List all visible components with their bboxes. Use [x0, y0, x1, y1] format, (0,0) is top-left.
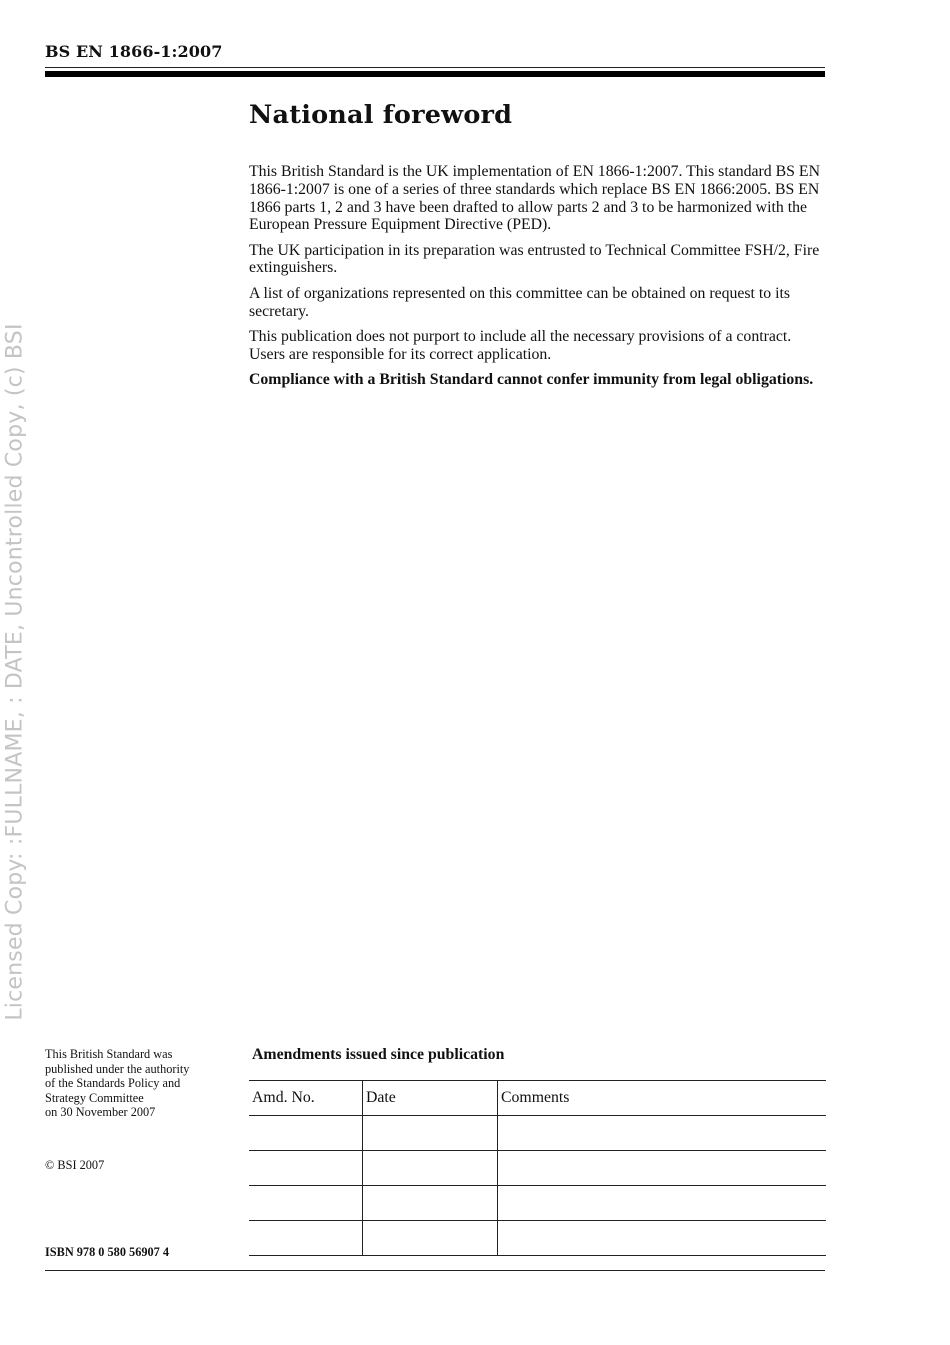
column-header-comments: Comments	[498, 1081, 827, 1116]
table-cell	[363, 1116, 498, 1151]
foreword-paragraph: This publication does not purport to include all the necessary provisions of a contract. Users are responsible for its correct application.	[249, 327, 792, 363]
table-cell	[249, 1186, 363, 1221]
header-rule-thick	[45, 71, 825, 77]
table-cell	[363, 1221, 498, 1256]
foreword-paragraph: A list of organizations represented on this committee can be obtained on request to its secretary.	[249, 284, 791, 320]
table-cell	[498, 1151, 827, 1186]
publication-line: on 30 November 2007	[45, 1105, 156, 1120]
publication-note	[45, 1047, 235, 1120]
isbn-number: ISBN 978 0 580 56907 4	[45, 1245, 170, 1259]
foreword-paragraph: The UK participation in its preparation was entrusted to Technical Committee FSH/2, Fire extinguishers.	[249, 241, 820, 277]
table-cell	[249, 1116, 363, 1151]
table-cell	[249, 1221, 363, 1256]
publication-line: Strategy Committee	[45, 1090, 144, 1105]
document-id: BS EN 1866-1:2007	[45, 42, 223, 61]
table-cell	[363, 1151, 498, 1186]
footer-rule	[45, 1270, 825, 1271]
table-cell	[498, 1221, 827, 1256]
publication-line: This British Standard was	[45, 1047, 173, 1061]
amendments-heading: Amendments issued since publication	[252, 1046, 505, 1063]
table-header-row	[249, 1081, 826, 1116]
foreword-paragraph: This British Standard is the UK implementation of EN 1866-1:2007. This standard BS EN 1866-1:2007 is one of a series of three standards which replace BS EN 1866:2005. BS EN 1866 parts 1, 2 and 3 have been drafted to allow parts 2 and 3 to be harmonized with the European Pressure Equipment Directive (PED).	[249, 163, 820, 234]
amendments-table	[249, 1080, 826, 1256]
page-title: National foreword	[249, 100, 513, 130]
license-watermark: Licensed Copy: :FULLNAME, : DATE, Uncontrolled Copy, (c) BSI	[2, 323, 28, 1021]
column-header-date: Date	[363, 1081, 498, 1116]
copyright-notice: © BSI 2007	[45, 1158, 105, 1172]
publication-line: of the Standards Policy and	[45, 1076, 181, 1091]
table-cell	[249, 1151, 363, 1186]
publication-line: published under the authority	[45, 1061, 190, 1076]
table-row	[249, 1151, 826, 1186]
compliance-notice: Compliance with a British Standard cannot confer immunity from legal obligations.	[249, 370, 814, 388]
table-row	[249, 1186, 826, 1221]
table-cell	[363, 1186, 498, 1221]
table-cell	[498, 1186, 827, 1221]
table-row	[249, 1221, 826, 1256]
table-cell	[498, 1116, 827, 1151]
column-header-amd-no: Amd. No.	[249, 1081, 363, 1116]
foreword-body	[249, 163, 827, 396]
header-rule-thin	[45, 67, 825, 68]
table-row	[249, 1116, 826, 1151]
